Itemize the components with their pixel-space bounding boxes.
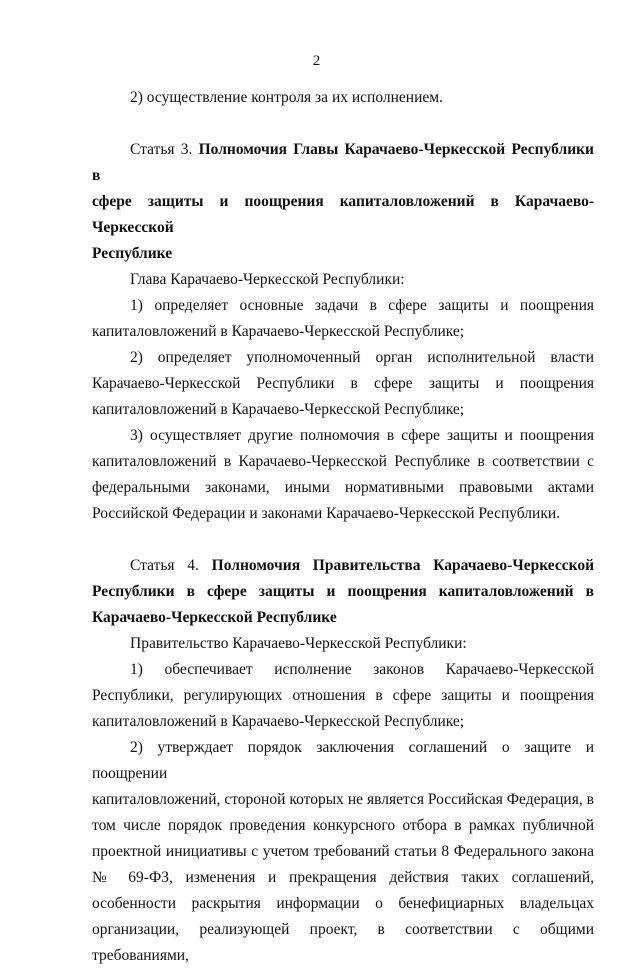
article-4-lead: Правительство Карачаево-Черкесской Республики:	[130, 635, 467, 652]
article-4-item-2-line-7: организации, реализующей проект, в соответствии с общими требованиями,	[92, 921, 594, 964]
article-3-item-1-line-1: 1) определяет основные задачи в сфере защиты и поощрения	[130, 297, 594, 314]
article-3-item-3-line-2: капиталовложений в Карачаево-Черкесской Республике в соответствии с	[92, 453, 594, 470]
article-3-lead: Глава Карачаево-Черкесской Республики:	[130, 271, 405, 288]
article-3	[92, 137, 594, 527]
article-4-item-2-line-1: 2) утверждает порядок заключения соглашений о защите и поощрении	[92, 739, 594, 782]
intro-item: 2) осуществление контроля за их исполнением.	[130, 89, 443, 106]
article-3-item-3-line-1: 3) осуществляет другие полномочия в сфере защиты и поощрения	[130, 427, 594, 444]
article-4-item-2-line-4: проектной инициативы с учетом требований статьи 8 Федерального закона	[92, 843, 594, 860]
document-body	[92, 85, 594, 969]
article-4-title-text: Полномочия Правительства Карачаево-Черкесской	[211, 557, 594, 574]
article-3-title-line-1	[92, 137, 594, 189]
article-4-title-line-2: Республики в сфере защиты и поощрения капиталовложений в	[92, 583, 594, 600]
article-3-item-1-line-2: капиталовложений в Карачаево-Черкесской Республике;	[92, 323, 465, 340]
article-3-prefix: Статья 3.	[130, 141, 193, 158]
article-4-item-2-line-3: том числе порядок проведения конкурсного отбора в рамках публичной	[92, 817, 594, 834]
article-3-title-text: Полномочия Главы Карачаево-Черкесской Республики в	[92, 141, 594, 184]
article-4-item-2-line-5: № 69-ФЗ, изменения и прекращения действия таких соглашений,	[92, 869, 594, 886]
article-3-item-2-line-1: 2) определяет уполномоченный орган исполнительной власти	[130, 349, 594, 366]
article-4	[92, 553, 594, 969]
page-number: 2	[312, 53, 321, 69]
article-3-title-line-2: сфере защиты и поощрения капиталовложений в Карачаево-Черкесской	[92, 193, 594, 236]
article-4-title-line-3: Карачаево-Черкесской Республике	[92, 609, 337, 626]
article-3-title-line-3: Республике	[92, 245, 173, 262]
article-4-item-1-line-3: капиталовложений в Карачаево-Черкесской Республике;	[92, 713, 465, 730]
article-3-item-3-line-3: федеральными законами, иными нормативными правовыми актами	[92, 479, 594, 496]
article-3-item-2-line-3: капиталовложений в Карачаево-Черкесской Республике;	[92, 401, 465, 418]
article-3-item-3-line-4: Российской Федерации и законами Карачаево-Черкесской Республики.	[92, 505, 561, 522]
article-4-item-1-line-1: 1) обеспечивает исполнение законов Карачаево-Черкесской	[130, 661, 594, 678]
article-4-item-1-line-2: Республики, регулирующих отношения в сфере защиты и поощрения	[92, 687, 594, 704]
article-4-item-2-line-2: капиталовложений, стороной которых не является Российская Федерация, в	[92, 791, 594, 808]
article-4-title-line-1	[92, 553, 594, 579]
article-3-item-2-line-2: Карачаево-Черкесской Республики в сфере защиты и поощрения	[92, 375, 594, 392]
article-4-item-2-line-6: особенности раскрытия информации о бенефициарных владельцах	[92, 895, 594, 912]
article-4-prefix: Статья 4.	[130, 557, 199, 574]
